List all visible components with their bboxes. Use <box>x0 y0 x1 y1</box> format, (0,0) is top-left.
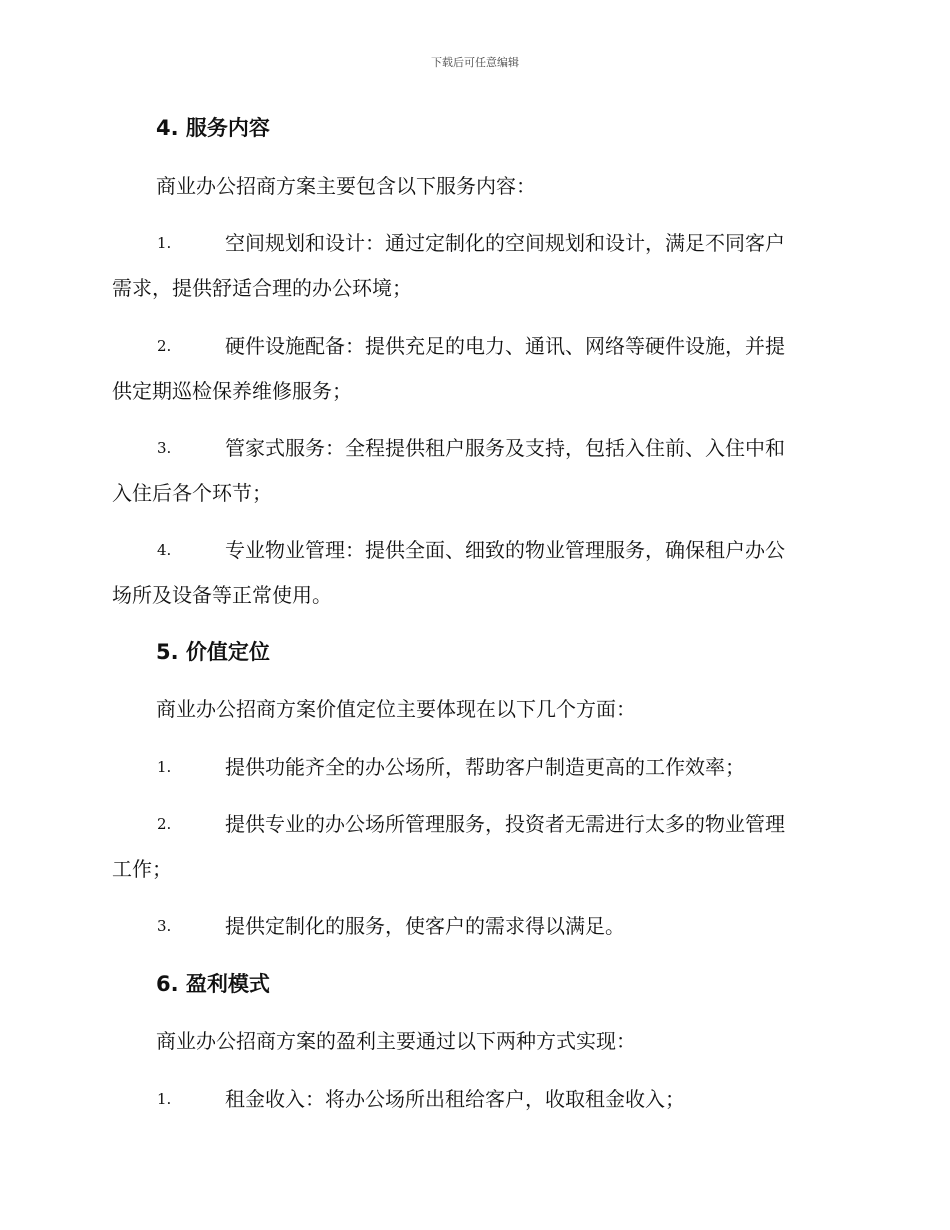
list-item-text: 管家式服务：全程提供租户服务及支持，包括入住前、入住中和 <box>225 436 785 460</box>
list-item <box>112 332 834 403</box>
list-item-text: 提供功能齐全的办公场所，帮助客户制造更高的工作效率； <box>225 755 745 779</box>
list-item-number: 3. <box>157 439 172 457</box>
list-item <box>112 229 834 300</box>
list-item-number: 2. <box>157 337 172 355</box>
section-heading-service-content: 4. 服务内容 <box>156 116 270 140</box>
list-item-number: 1. <box>157 758 172 776</box>
list-item <box>112 753 834 781</box>
list-item <box>112 912 834 940</box>
list-item-number: 2. <box>157 815 172 833</box>
list-item-number: 1. <box>157 234 172 252</box>
list-item-text: 空间规划和设计：通过定制化的空间规划和设计，满足不同客户 <box>225 231 785 255</box>
list-item <box>112 536 834 607</box>
list-item-text-continued: 场所及设备等正常使用。 <box>112 583 332 607</box>
list-item <box>112 434 834 505</box>
section-heading-value-positioning: 5. 价值定位 <box>156 640 270 664</box>
section-heading-profit-model: 6. 盈利模式 <box>156 972 270 996</box>
list-item-text: 租金收入：将办公场所出租给客户，收取租金收入； <box>225 1087 685 1111</box>
list-item-text-continued: 需求，提供舒适合理的办公环境； <box>112 276 412 300</box>
list-item-number: 4. <box>157 541 172 559</box>
list-item-text: 硬件设施配备：提供充足的电力、通讯、网络等硬件设施，并提 <box>225 334 785 358</box>
list-item-number: 1. <box>157 1090 172 1108</box>
list-item-text-continued: 入住后各个环节； <box>112 481 272 505</box>
list-item-text: 提供专业的办公场所管理服务，投资者无需进行太多的物业管理 <box>225 812 785 836</box>
page-header: 下载后可任意编辑 <box>431 56 519 69</box>
list-item-number: 3. <box>157 917 172 935</box>
section-intro: 商业办公招商方案的盈利主要通过以下两种方式实现： <box>156 1029 636 1053</box>
list-item-text-continued: 供定期巡检保养维修服务； <box>112 379 352 403</box>
list-item-text-continued: 工作； <box>112 857 172 881</box>
section-intro: 商业办公招商方案主要包含以下服务内容： <box>156 174 536 198</box>
section-intro: 商业办公招商方案价值定位主要体现在以下几个方面： <box>156 697 636 721</box>
list-item <box>112 810 834 881</box>
list-item <box>112 1085 834 1113</box>
list-item-text: 提供定制化的服务，使客户的需求得以满足。 <box>225 914 625 938</box>
list-item-text: 专业物业管理：提供全面、细致的物业管理服务，确保租户办公 <box>225 538 785 562</box>
